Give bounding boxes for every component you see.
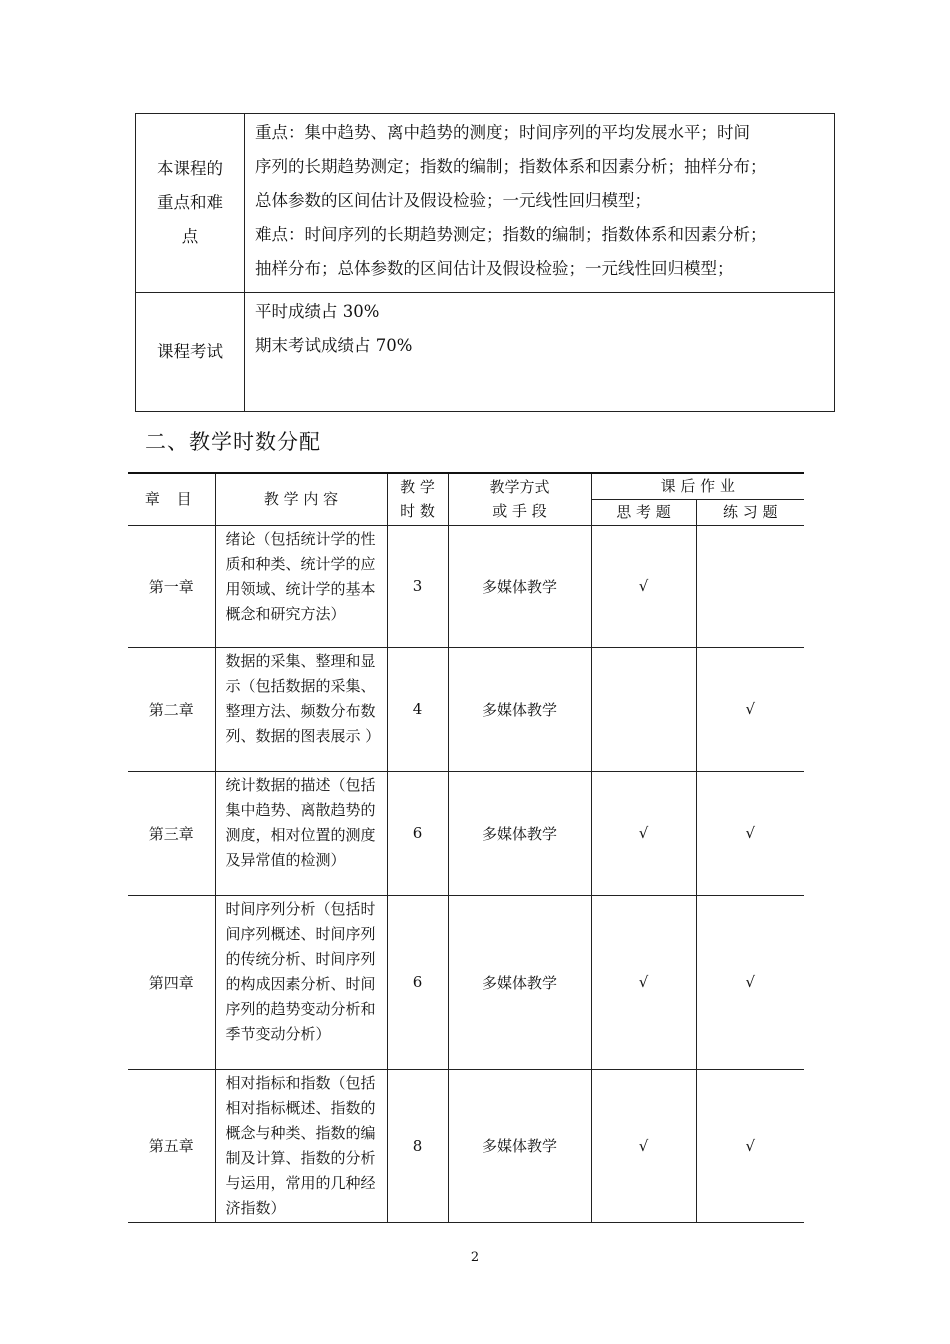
page-number: 2: [470, 1250, 480, 1265]
chapter-cell: 第五章: [128, 1069, 215, 1222]
chapter-cell: 第三章: [128, 771, 215, 895]
chapter-header: 章 目: [128, 473, 215, 525]
thinking-check: √: [591, 525, 696, 647]
thinking-check: √: [591, 895, 696, 1069]
practice-check: √: [696, 1069, 804, 1222]
content-cell: 相对指标和指数（包括相对指标概述、指数的概念与种类、指数的编制及计算、指数的分析与运用，常用的几种经济指数）: [215, 1069, 387, 1222]
focus-label-cell: [136, 114, 245, 293]
focus-line: 序列的长期趋势测定；指数的编制；指数体系和因素分析；抽样分布；: [255, 157, 767, 176]
hours-header-line: 教 学: [400, 478, 435, 497]
practice-check: √: [696, 647, 804, 771]
method-cell: 多媒体教学: [448, 647, 591, 771]
method-cell: 多媒体教学: [448, 1069, 591, 1222]
table-row: [128, 1069, 804, 1222]
thinking-check: [591, 647, 696, 771]
content-cell: 数据的采集、整理和显示（包括数据的采集、整理方法、频数分布数列、数据的图表展示 ）: [215, 647, 387, 771]
content-cell: 时间序列分析（包括时间序列概述、时间序列的传统分析、时间序列的构成因素分析、时间序列的趋势变动分析和季节变动分析）: [215, 895, 387, 1069]
teaching-hours-table: [128, 472, 804, 1223]
hours-cell: 3: [387, 525, 448, 647]
course-info-table: [135, 113, 835, 412]
chapter-cell: 第一章: [128, 525, 215, 647]
focus-label-line: 本课程的: [157, 159, 223, 178]
practice-check: √: [696, 771, 804, 895]
method-cell: 多媒体教学: [448, 525, 591, 647]
content-cell: 绪论（包括统计学的性质和种类、统计学的应用领域、统计学的基本概念和研究方法）: [215, 525, 387, 647]
table-row: [128, 525, 804, 647]
hours-header: [387, 473, 448, 525]
content-header: 教 学 内 容: [215, 473, 387, 525]
difficulty-line: 抽样分布；总体参数的区间估计及假设检验；一元线性回归模型；: [255, 259, 734, 278]
exam-text-cell: [245, 293, 835, 412]
hours-cell: 8: [387, 1069, 448, 1222]
chapter-cell: 第二章: [128, 647, 215, 771]
focus-line: 重点：集中趋势、离中趋势的测度；时间序列的平均发展水平；时间: [255, 123, 750, 142]
focus-row: [136, 114, 835, 293]
practice-check: [696, 525, 804, 647]
method-header: [448, 473, 591, 525]
practice-check: √: [696, 895, 804, 1069]
chapter-cell: 第四章: [128, 895, 215, 1069]
exam-line: 期末考试成绩占 70%: [255, 336, 413, 355]
table-row: [128, 771, 804, 895]
section-heading: 二、教学时数分配: [145, 430, 321, 454]
focus-label-line: 重点和难: [157, 193, 223, 212]
thinking-check: √: [591, 771, 696, 895]
exam-row: [136, 293, 835, 412]
exam-line: 平时成绩占 30%: [255, 302, 380, 321]
focus-line: 总体参数的区间估计及假设检验；一元线性回归模型；: [255, 191, 651, 210]
thinking-header: 思 考 题: [591, 499, 696, 525]
table-row: [128, 895, 804, 1069]
difficulty-line: 难点：时间序列的长期趋势测定；指数的编制；指数体系和因素分析；: [255, 225, 767, 244]
focus-label-line: 点: [181, 227, 199, 246]
table-row: [128, 647, 804, 771]
method-header-line: 或 手 段: [492, 502, 547, 521]
hours-header-line: 时 数: [400, 502, 435, 521]
homework-header: 课 后 作 业: [591, 473, 804, 499]
method-cell: 多媒体教学: [448, 895, 591, 1069]
practice-header: 练 习 题: [696, 499, 804, 525]
method-cell: 多媒体教学: [448, 771, 591, 895]
thinking-check: √: [591, 1069, 696, 1222]
exam-label: 课程考试: [136, 293, 245, 412]
hours-cell: 4: [387, 647, 448, 771]
header-row: [128, 473, 804, 499]
method-header-line: 教学方式: [489, 478, 550, 497]
content-cell: 统计数据的描述（包括集中趋势、离散趋势的测度，相对位置的测度及异常值的检测）: [215, 771, 387, 895]
hours-cell: 6: [387, 895, 448, 1069]
focus-text-cell: [245, 114, 835, 293]
hours-cell: 6: [387, 771, 448, 895]
